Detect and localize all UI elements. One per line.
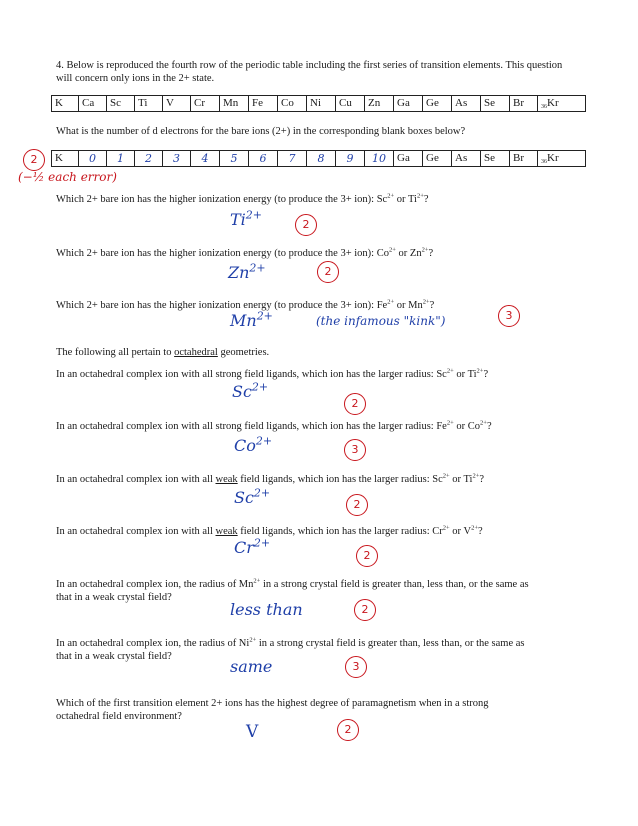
table-cell: Se xyxy=(481,96,510,111)
table-cell: Ca xyxy=(79,96,107,111)
handwritten-answer: less than xyxy=(230,600,303,619)
table-cell: Mn xyxy=(220,96,249,111)
kr-atomic-number: 36 xyxy=(541,159,547,165)
table-cell: Ga xyxy=(394,96,423,111)
question-paramagnetism-cont: octahedral field environment? xyxy=(56,711,182,722)
handwritten-answer: $Sc^{2+}$ xyxy=(232,380,269,401)
score-circle: 2 xyxy=(344,393,366,415)
table-cell: Ni xyxy=(307,96,336,111)
intro-line-2: will concern only ions in the 2+ state. xyxy=(56,73,215,84)
question-paramagnetism: Which of the first transition element 2+ ions has the highest degree of paramagnetism when in a strong xyxy=(56,698,489,709)
answer-cell: 1 xyxy=(107,151,135,166)
score-circle: 2 xyxy=(346,494,368,516)
table-cell: As xyxy=(452,96,481,111)
score-circle: 2 xyxy=(295,214,317,236)
question-radius-1: In an octahedral complex ion with all strong field ligands, which ion has the larger radius: $Sc^{2+}$ or $Ti^{2+}$? xyxy=(56,367,489,380)
question-ionization-1: Which 2+ bare ion has the higher ionization energy (to produce the 3+ ion): $Sc^{2+}$ or $Ti^{2+}$? xyxy=(56,192,429,205)
handwritten-answer: $Cr^{2+}$ xyxy=(234,536,271,557)
answer-cell: 4 xyxy=(191,151,220,166)
handwritten-answer: $Zn^{2+}$ xyxy=(228,261,266,282)
table-cell: Ga xyxy=(394,151,423,166)
question-ni-radius: In an octahedral complex ion, the radius of $Ni^{2+}$ in a strong crystal field is greater than, less than, or the same as xyxy=(56,636,525,649)
answer-cell: 7 xyxy=(278,151,307,166)
score-circle: 2 xyxy=(23,149,45,171)
handwritten-answer: $Co^{2+}$ xyxy=(234,434,273,455)
question-ni-radius-cont: that in a weak crystal field? xyxy=(56,651,172,662)
kr-symbol: Kr xyxy=(547,152,559,164)
intro-line-1: 4. Below is reproduced the fourth row of the periodic table including the first series of transition elements. This question xyxy=(56,60,563,71)
question-d-electrons: What is the number of d electrons for the bare ions (2+) in the corresponding blank boxes below? xyxy=(56,126,466,137)
table-cell: Ge xyxy=(423,96,452,111)
octahedral-statement: The following all pertain to octahedral geometries. xyxy=(56,347,270,358)
question-ionization-3: Which 2+ bare ion has the higher ionization energy (to produce the 3+ ion): $Fe^{2+}$ or $Mn^{2+}$? xyxy=(56,298,435,311)
question-mn-radius-cont: that in a weak crystal field? xyxy=(56,592,172,603)
answer-cell: 3 xyxy=(163,151,191,166)
answer-cell: 0 xyxy=(79,151,107,166)
table-cell: Br xyxy=(510,96,538,111)
table-cell: Ti xyxy=(135,96,163,111)
score-circle: 2 xyxy=(354,599,376,621)
score-circle: 2 xyxy=(317,261,339,283)
table-cell: Sc xyxy=(107,96,135,111)
handwritten-note: (the infamous "kink") xyxy=(316,314,446,328)
question-ionization-2: Which 2+ bare ion has the higher ionization energy (to produce the 3+ ion): $Co^{2+}$ or $Zn^{2+}$? xyxy=(56,246,434,259)
table-cell: Fe xyxy=(249,96,278,111)
answer-cell: 9 xyxy=(336,151,365,166)
table-cell-kr xyxy=(538,96,567,111)
answer-cell: 10 xyxy=(365,151,394,166)
question-radius-2: In an octahedral complex ion with all strong field ligands, which ion has the larger radius: $Fe^{2+}$ or $Co^{2+}$? xyxy=(56,419,492,432)
score-circle: 3 xyxy=(344,439,366,461)
kr-symbol: Kr xyxy=(547,97,559,109)
table-cell: Se xyxy=(481,151,510,166)
table-cell: V xyxy=(163,96,191,111)
table-cell: Cr xyxy=(191,96,220,111)
table-cell: K xyxy=(52,151,79,166)
periodic-row-answers xyxy=(51,150,586,167)
question-radius-4: In an octahedral complex ion with all weak field ligands, which ion has the larger radius: $Cr^{2+}$ or $V^{2+}$? xyxy=(56,524,483,537)
answer-cell: 6 xyxy=(249,151,278,166)
handwritten-answer: same xyxy=(230,657,273,676)
question-mn-radius: In an octahedral complex ion, the radius of $Mn^{2+}$ in a strong crystal field is greater than, less than, or the same as xyxy=(56,577,529,590)
table-cell-kr xyxy=(538,151,567,166)
table-cell: Co xyxy=(278,96,307,111)
handwritten-answer: $Sc^{2+}$ xyxy=(234,486,271,507)
table-cell: Br xyxy=(510,151,538,166)
score-circle: 3 xyxy=(345,656,367,678)
answer-cell: 5 xyxy=(220,151,249,166)
score-circle: 2 xyxy=(356,545,378,567)
periodic-row xyxy=(51,95,586,112)
table-cell: Cu xyxy=(336,96,365,111)
table-cell: Ge xyxy=(423,151,452,166)
answer-cell: 2 xyxy=(135,151,163,166)
kr-atomic-number: 36 xyxy=(541,104,547,110)
handwritten-answer: $Ti^{2+}$ xyxy=(230,208,263,229)
table-cell: Zn xyxy=(365,96,394,111)
answer-cell: 8 xyxy=(307,151,336,166)
table-cell: As xyxy=(452,151,481,166)
question-radius-3: In an octahedral complex ion with all weak field ligands, which ion has the larger radius: $Sc^{2+}$ or $Ti^{2+}$? xyxy=(56,472,485,485)
handwritten-answer: $Mn^{2+}$ xyxy=(230,309,273,330)
score-circle: 3 xyxy=(498,305,520,327)
score-circle: 2 xyxy=(337,719,359,741)
table-cell: K xyxy=(52,96,79,111)
grading-note: (−½ each error) xyxy=(18,170,117,184)
handwritten-answer: V xyxy=(246,722,259,742)
